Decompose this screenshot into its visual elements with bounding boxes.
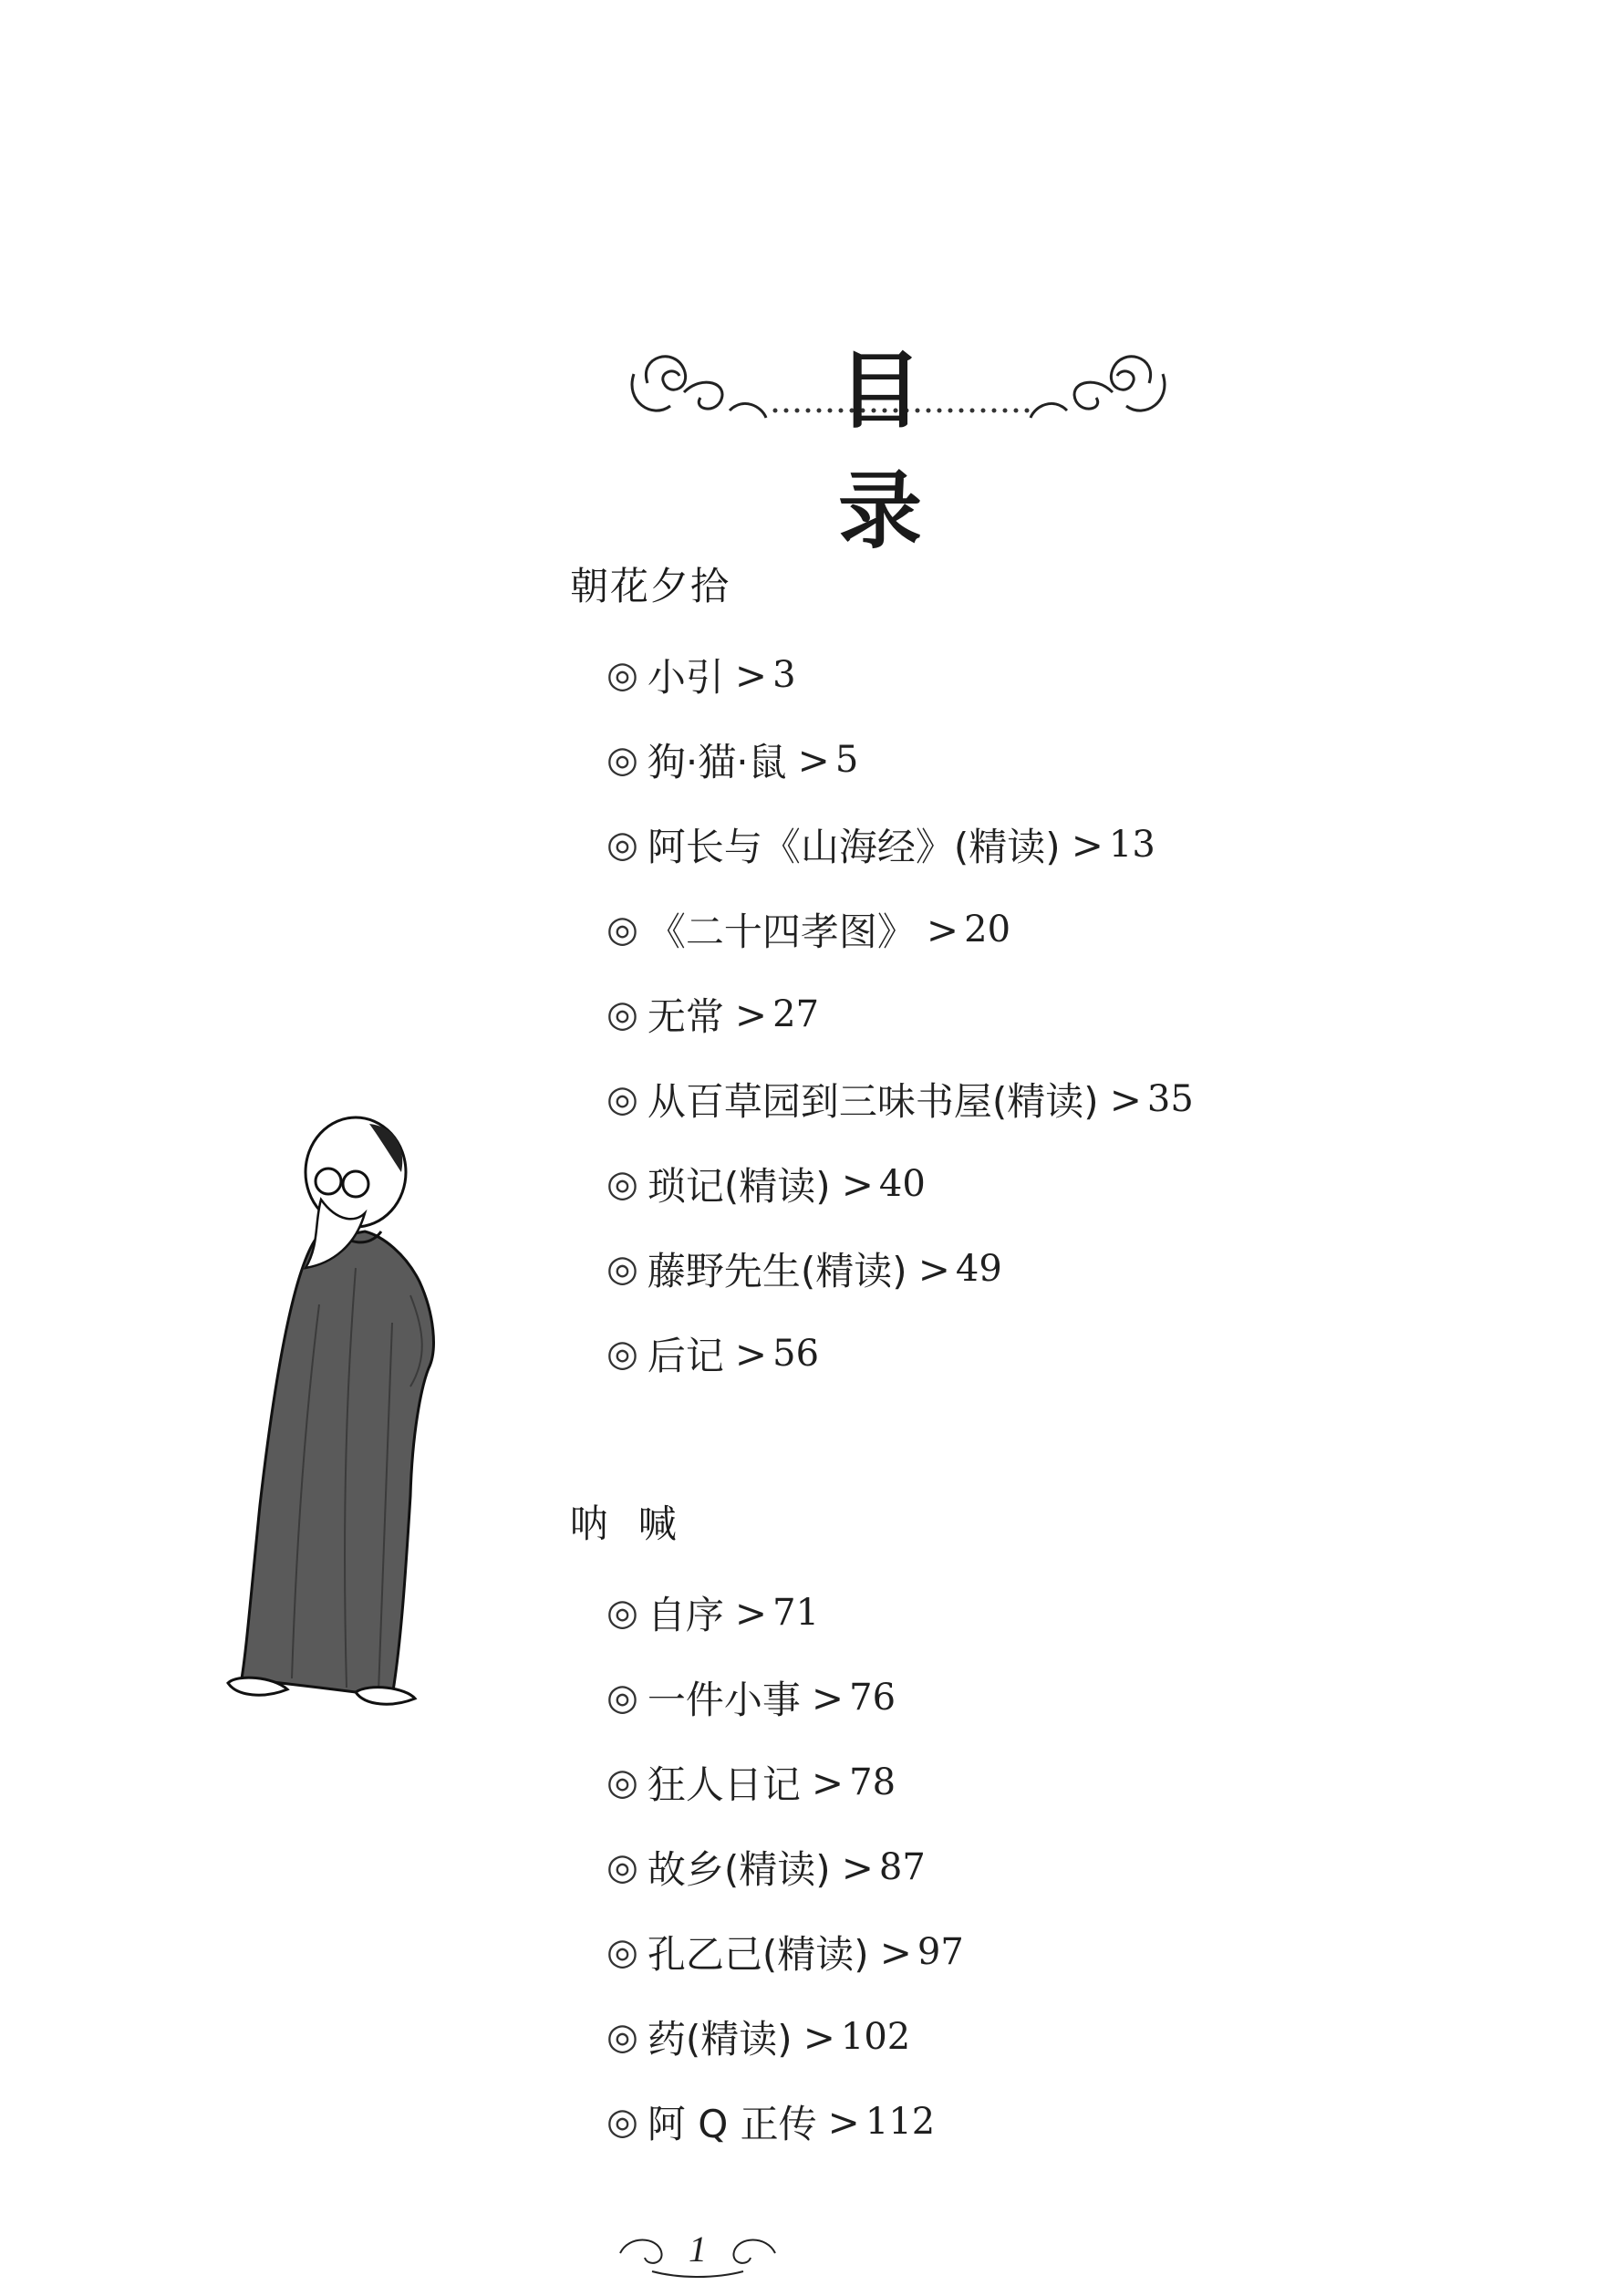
arrow-icon: > — [734, 992, 768, 1037]
entry-page-number: 13 — [1108, 824, 1155, 866]
entry-title: 无常 — [647, 994, 724, 1039]
bullet-icon: ◎ — [606, 1592, 638, 1634]
entry-title: 故乡(精读) — [647, 1847, 831, 1892]
arrow-icon: > — [797, 737, 830, 783]
entry-page-number: 49 — [955, 1248, 1002, 1290]
arrow-icon: > — [1071, 822, 1103, 867]
bullet-icon: ◎ — [606, 993, 638, 1035]
entry-page-number: 40 — [878, 1163, 926, 1205]
entry-page-number: 112 — [865, 2101, 936, 2143]
bullet-icon: ◎ — [606, 1248, 638, 1290]
toc-entry[interactable] — [606, 1326, 819, 1381]
arrow-icon: > — [827, 2099, 860, 2145]
toc-title: 目录 — [837, 342, 958, 560]
arrow-icon: > — [811, 1760, 844, 1805]
entry-page-number: 27 — [772, 993, 820, 1035]
entry-page-number: 97 — [917, 1931, 964, 1973]
toc-header — [629, 319, 1167, 560]
page-footer — [616, 2226, 780, 2280]
arrow-icon: > — [917, 1246, 950, 1292]
toc-entry[interactable] — [606, 1585, 819, 1640]
arrow-icon: > — [926, 907, 959, 952]
entry-title: 药(精读) — [647, 2017, 793, 2062]
arrow-icon: > — [734, 652, 768, 698]
arrow-icon: > — [841, 1161, 874, 1207]
bullet-icon: ◎ — [606, 739, 638, 781]
entry-title: 狗·猫·鼠 — [647, 740, 787, 784]
toc-entry[interactable] — [606, 732, 858, 787]
entry-page-number: 56 — [772, 1333, 820, 1375]
section-nahan — [570, 1494, 964, 2146]
section-title: 呐 喊 — [570, 1501, 679, 1546]
entry-title: 《二十四孝图》 — [647, 909, 916, 954]
bullet-icon: ◎ — [606, 1078, 638, 1120]
entry-page-number: 102 — [840, 2016, 911, 2058]
entry-page-number: 87 — [878, 1846, 926, 1888]
entry-title: 一件小事 — [647, 1678, 801, 1722]
entry-title: 狂人日记 — [647, 1762, 801, 1807]
bullet-icon: ◎ — [606, 1931, 638, 1973]
entry-title: 孔乙己(精读) — [647, 1932, 869, 1977]
entry-page-number: 3 — [772, 654, 796, 696]
toc-entry[interactable] — [606, 1670, 896, 1725]
arrow-icon: > — [879, 1929, 912, 1975]
toc-entry[interactable] — [606, 902, 1010, 957]
toc-entry[interactable] — [606, 817, 1155, 872]
entry-title: 琐记(精读) — [647, 1164, 831, 1209]
bullet-icon: ◎ — [606, 2101, 638, 2143]
entry-title: 从百草园到三味书屋(精读) — [647, 1079, 1099, 1124]
bullet-icon: ◎ — [606, 1846, 638, 1888]
entry-page-number: 76 — [849, 1677, 896, 1719]
bullet-icon: ◎ — [606, 824, 638, 866]
entry-title: 自序 — [647, 1593, 724, 1637]
toc-entry[interactable] — [606, 648, 796, 702]
toc-entry[interactable] — [606, 987, 819, 1042]
bullet-icon: ◎ — [606, 1761, 638, 1803]
toc-entry[interactable] — [606, 1242, 1002, 1296]
entry-title: 小引 — [647, 655, 724, 700]
bullet-icon: ◎ — [606, 1163, 638, 1205]
bullet-icon: ◎ — [606, 909, 638, 951]
toc-entry[interactable] — [606, 2010, 910, 2064]
entry-title: 阿长与《山海经》(精读) — [647, 825, 1061, 869]
toc-entry[interactable] — [606, 1072, 1194, 1127]
section-zhaohuaxishi — [570, 556, 1194, 1378]
toc-entry[interactable] — [606, 1755, 896, 1810]
arrow-icon: > — [811, 1675, 844, 1720]
scholar-figure-illustration — [219, 1086, 456, 1728]
bullet-icon: ◎ — [606, 2016, 638, 2058]
entry-page-number: 20 — [964, 909, 1011, 951]
bullet-icon: ◎ — [606, 1677, 638, 1719]
entry-title: 藤野先生(精读) — [647, 1249, 907, 1293]
entry-page-number: 71 — [772, 1592, 820, 1634]
entry-page-number: 5 — [834, 739, 859, 781]
entry-title: 阿 Q 正传 — [647, 2102, 817, 2146]
arrow-icon: > — [734, 1590, 768, 1636]
bullet-icon: ◎ — [606, 1333, 638, 1375]
section-title: 朝花夕拾 — [570, 564, 731, 608]
arrow-icon: > — [734, 1331, 768, 1377]
arrow-icon: > — [841, 1844, 874, 1890]
toc-entry[interactable] — [606, 1840, 926, 1895]
bullet-icon: ◎ — [606, 654, 638, 696]
entry-page-number: 78 — [849, 1761, 896, 1803]
entry-page-number: 35 — [1146, 1078, 1194, 1120]
toc-entry[interactable] — [606, 1925, 964, 1979]
toc-entry[interactable] — [606, 1157, 926, 1211]
arrow-icon: > — [1109, 1076, 1142, 1122]
entry-title: 后记 — [647, 1334, 724, 1378]
page-number: 1 — [689, 2228, 707, 2270]
arrow-icon: > — [803, 2014, 835, 2060]
toc-entry[interactable] — [606, 2094, 935, 2149]
